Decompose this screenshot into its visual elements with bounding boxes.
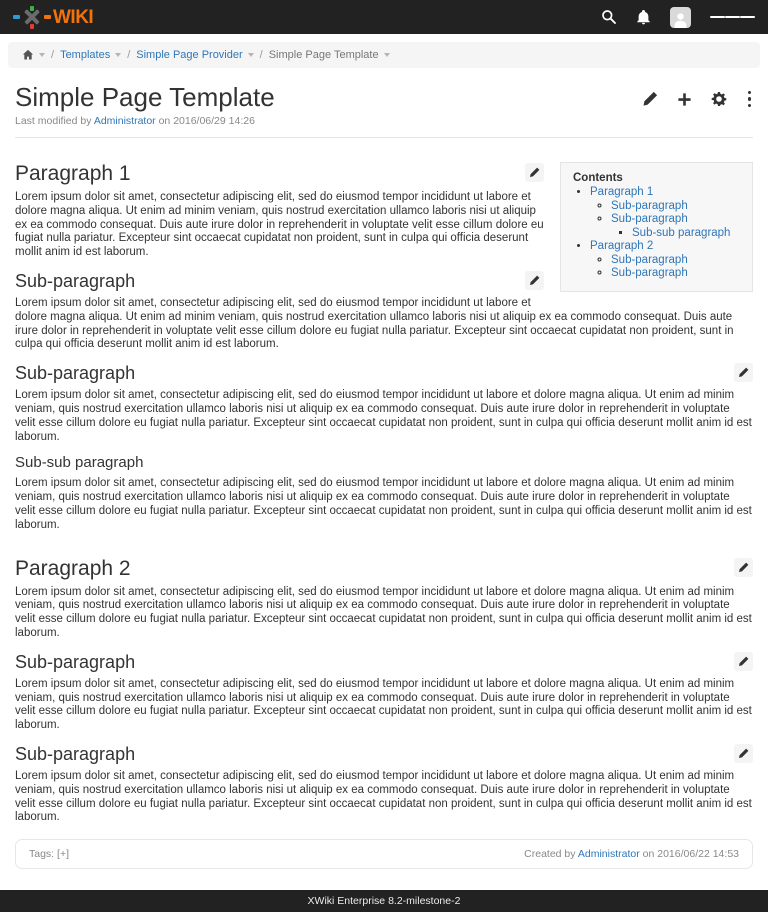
section-body: Lorem ipsum dolor sit amet, consectetur adipiscing elit, sed do eiusmod tempor incididunt ut labore et dolore magna aliqua. Ut enim ad minim veniam, quis nostrud exercitation ullamco laboris nisi ut aliquip ex ea commodo consequat. Duis aute irure dolor in reprehenderit in voluptate velit esse cillum dolore eu fugiat nulla pariatur. Excepteur sint occaecat cupidatat non proident, sunt in culpa qui officia deserunt mollit anim id est laborum. <box>15 191 544 259</box>
section-edit-button[interactable] <box>734 652 753 671</box>
toc-item <box>611 213 744 239</box>
create-page-button[interactable] <box>677 92 692 107</box>
section-edit-button[interactable] <box>734 558 753 577</box>
logo-wordmark: WIKI <box>53 6 94 28</box>
toc-item <box>611 254 744 266</box>
bell-icon[interactable] <box>636 10 651 25</box>
logo-x-mark <box>22 7 42 27</box>
section-body: Lorem ipsum dolor sit amet, consectetur adipiscing elit, sed do eiusmod tempor incididunt ut labore et dolore magna aliqua. Ut enim ad minim veniam, quis nostrud exercitation ullamco laboris nisi ut aliquip ex ea commodo consequat. Duis aute irure dolor in reprehenderit in voluptate velit esse cillum dolore eu fugiat nulla pariatur. Excepteur sint occaecat cupidatat non proident, sunt in culpa qui officia deserunt mollit anim id est laborum. <box>15 677 752 732</box>
section <box>15 454 753 532</box>
pencil-icon <box>642 91 658 107</box>
section-heading: Sub-paragraph <box>15 362 753 384</box>
section-edit-button[interactable] <box>734 363 753 382</box>
breadcrumb-caret[interactable] <box>115 53 121 57</box>
toc-item <box>611 200 744 212</box>
toc-item <box>590 186 744 239</box>
section-body: Lorem ipsum dolor sit amet, consectetur adipiscing elit, sed do eiusmod tempor incididunt ut labore et dolore magna aliqua. Ut enim ad minim veniam, quis nostrud exercitation ullamco laboris nisi ut aliquip ex ea commodo consequat. Duis aute irure dolor in reprehenderit in voluptate velit esse cillum dolore eu fugiat nulla pariatur. Excepteur sint occaecat cupidatat non proident, sunt in culpa qui officia deserunt mollit anim id est laborum. <box>15 296 734 351</box>
pencil-icon <box>529 167 540 178</box>
contents-title: Contents <box>573 172 623 184</box>
section-body: Lorem ipsum dolor sit amet, consectetur adipiscing elit, sed do eiusmod tempor incididunt ut labore et dolore magna aliqua. Ut enim ad minim veniam, quis nostrud exercitation ullamco laboris nisi ut aliquip ex ea commodo consequat. Duis aute irure dolor in reprehenderit in voluptate velit esse cillum dolore eu fugiat nulla pariatur. Excepteur sint occaecat cupidatat non proident, sunt in culpa qui officia deserunt mollit anim id est laborum. <box>15 389 752 443</box>
last-modified-user-link[interactable]: Administrator <box>93 115 156 127</box>
logo-blue-dash <box>13 15 20 19</box>
last-modified-prefix: Last modified by <box>15 115 92 127</box>
section-heading: Sub-paragraph <box>15 270 753 292</box>
created-prefix: Created by <box>524 848 576 861</box>
breadcrumb-item-templates[interactable]: Templates <box>60 49 111 61</box>
navbar-actions <box>601 7 755 28</box>
logo-orange-dash <box>44 15 51 19</box>
breadcrumb-home-caret[interactable] <box>39 53 45 57</box>
pencil-icon <box>738 748 749 759</box>
breadcrumb-separator: / <box>259 49 263 61</box>
pencil-icon <box>738 656 749 667</box>
search-icon[interactable] <box>601 9 617 25</box>
document-info-bar <box>15 839 753 869</box>
section <box>15 362 753 444</box>
section-edit-button[interactable] <box>525 163 544 182</box>
logo-green-tick <box>30 6 34 11</box>
home-icon <box>22 49 34 61</box>
edit-page-button[interactable] <box>642 91 658 107</box>
main-content <box>0 82 768 869</box>
user-avatar-icon[interactable] <box>670 7 691 28</box>
breadcrumb-item-simple-page-provider[interactable]: Simple Page Provider <box>136 49 243 61</box>
version-label: XWiki Enterprise 8.2-milestone-2 <box>307 895 461 908</box>
pencil-icon <box>529 275 540 286</box>
hamburger-menu-icon[interactable] <box>710 14 755 21</box>
created-date: on 2016/06/22 14:53 <box>642 848 739 861</box>
section-edit-button[interactable] <box>734 744 753 763</box>
xwiki-logo[interactable] <box>13 7 93 27</box>
breadcrumb-separator: / <box>51 49 55 61</box>
breadcrumb-caret[interactable] <box>248 53 254 57</box>
tags-label: Tags: <box>29 848 55 861</box>
logo-red-tick <box>30 24 34 29</box>
created-line <box>524 848 739 860</box>
add-tag-button[interactable]: [+] <box>57 848 69 861</box>
section <box>15 557 753 641</box>
top-navbar <box>0 0 768 34</box>
toc-link-paragraph-1[interactable]: Paragraph 1 <box>590 186 654 198</box>
pencil-icon <box>738 367 749 378</box>
tags-area <box>29 848 69 860</box>
document-content <box>15 162 753 869</box>
section-heading: Paragraph 2 <box>15 557 753 581</box>
toc-link-sub-sub-paragraph[interactable]: Sub-sub paragraph <box>632 226 731 239</box>
breadcrumb-home[interactable] <box>22 49 45 61</box>
toc-link-sub-paragraph[interactable]: Sub-paragraph <box>611 267 688 279</box>
contents-box <box>560 162 753 292</box>
toc-link-sub-paragraph[interactable]: Sub-paragraph <box>611 213 688 225</box>
section-heading: Sub-sub paragraph <box>15 454 144 472</box>
section <box>15 743 753 825</box>
toc-link-sub-paragraph[interactable]: Sub-paragraph <box>611 253 688 266</box>
plus-icon <box>677 92 692 107</box>
section-body: Lorem ipsum dolor sit amet, consectetur adipiscing elit, sed do eiusmod tempor incididunt ut labore et dolore magna aliqua. Ut enim ad minim veniam, quis nostrud exercitation ullamco laboris nisi ut aliquip ex ea commodo consequat. Duis aute irure dolor in reprehenderit in voluptate velit esse cillum dolore eu fugiat nulla pariatur. Excepteur sint occaecat cupidatat non proident, sunt in culpa qui officia deserunt mollit anim id est laborum. <box>15 585 752 639</box>
breadcrumb-caret[interactable] <box>384 53 390 57</box>
section-heading: Paragraph 1 <box>15 162 753 186</box>
section-heading: Sub-paragraph <box>15 743 753 765</box>
last-modified-date: on 2016/06/29 14:26 <box>158 115 255 127</box>
toc-item <box>632 227 744 239</box>
section-heading: Sub-paragraph <box>15 651 753 673</box>
title-divider <box>15 137 753 138</box>
section-body: Lorem ipsum dolor sit amet, consectetur adipiscing elit, sed do eiusmod tempor incididunt ut labore et dolore magna aliqua. Ut enim ad minim veniam, quis nostrud exercitation ullamco laboris nisi ut aliquip ex ea commodo consequat. Duis aute irure dolor in reprehenderit in voluptate velit esse cillum dolore eu fugiat nulla pariatur. Excepteur sint occaecat cupidatat non proident, sunt in culpa qui officia deserunt mollit anim id est laborum. <box>15 769 752 824</box>
page-actions <box>642 89 754 109</box>
pencil-icon <box>738 562 749 573</box>
more-actions-button[interactable] <box>746 89 754 109</box>
breadcrumb <box>8 42 760 68</box>
section-edit-button[interactable] <box>525 271 544 290</box>
toc-link-paragraph-2[interactable]: Paragraph 2 <box>590 240 654 252</box>
gear-icon <box>711 91 727 107</box>
toc-link-sub-paragraph[interactable]: Sub-paragraph <box>611 199 688 212</box>
breadcrumb-item-current: Simple Page Template <box>268 49 379 61</box>
section <box>15 651 753 733</box>
last-modified-line <box>15 115 753 127</box>
administer-page-button[interactable] <box>711 91 727 107</box>
global-footer <box>0 890 768 912</box>
toc-item <box>611 267 744 279</box>
created-user-link[interactable]: Administrator <box>577 848 640 861</box>
toc-item <box>590 240 744 279</box>
section-body: Lorem ipsum dolor sit amet, consectetur adipiscing elit, sed do eiusmod tempor incididunt ut labore et dolore magna aliqua. Ut enim ad minim veniam, quis nostrud exercitation ullamco laboris nisi ut aliquip ex ea commodo consequat. Duis aute irure dolor in reprehenderit in voluptate velit esse cillum dolore eu fugiat nulla pariatur. Excepteur sint occaecat cupidatat non proident, sunt in culpa qui officia deserunt mollit anim id est laborum. <box>15 477 752 531</box>
page-title: Simple Page Template <box>15 82 275 112</box>
breadcrumb-separator: / <box>127 49 131 61</box>
